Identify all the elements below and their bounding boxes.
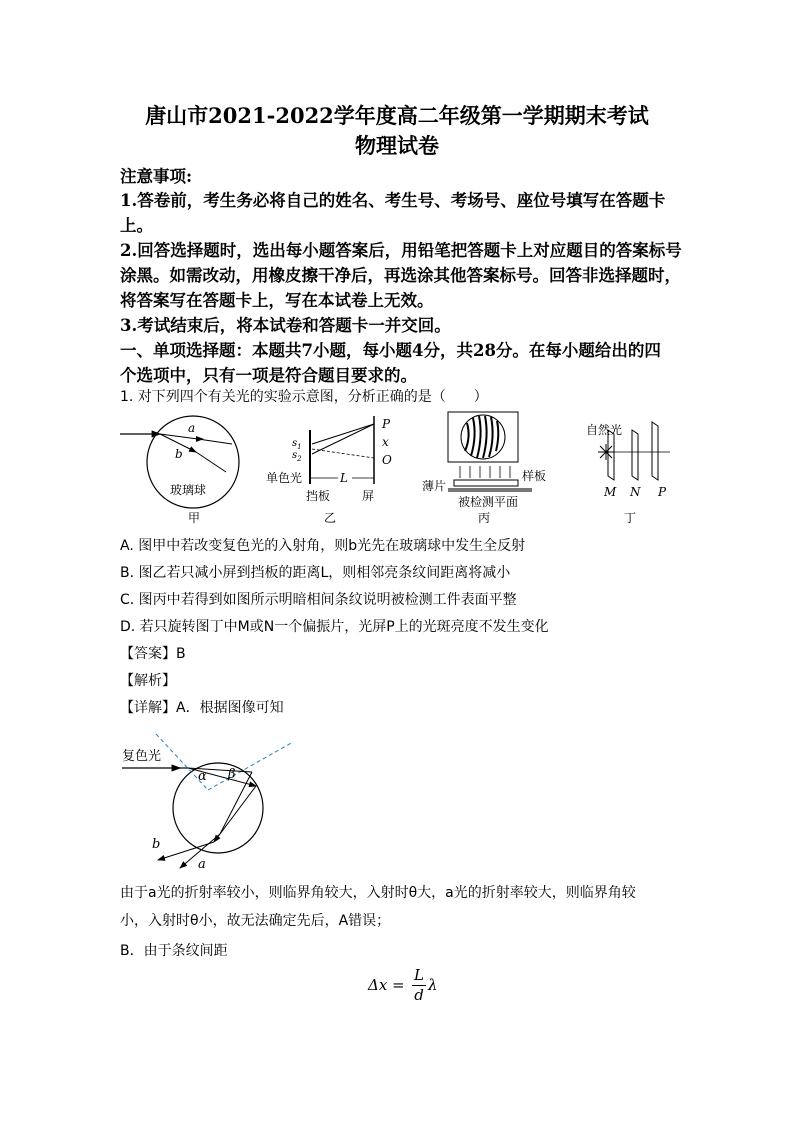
exam-title: 唐山市2021-2022学年度高二年级第一学期期末考试 (145, 103, 649, 128)
explain-line-1: 由于a光的折射率较小，则临界角较大，入射时θ大，a光的折射率较大，则临界角较 (120, 885, 636, 901)
figure-bing (418, 408, 568, 526)
exam-subtitle: 物理试卷 (355, 133, 439, 158)
formula-numerator: L (414, 966, 424, 984)
fig-ding-N: N (630, 485, 641, 499)
explain-line-2: 小，入射时θ小，故无法确定先后，A错误； (120, 913, 391, 929)
notice-item-1-cont: 上。 (120, 216, 153, 235)
analysis-heading: 【解析】 (120, 673, 176, 689)
notice-item-2-cont: 涂黑。如需改动，用橡皮擦干净后，再选涂其他答案标号。回答非选择题时， (120, 266, 681, 285)
formula-lhs: Δx = (368, 976, 405, 994)
fig2-light-label: 复色光 (122, 749, 162, 764)
fig-yi-source: 单色光 (266, 471, 303, 485)
figure-yi (262, 412, 402, 526)
fig-jia-caption: 甲 (188, 511, 201, 525)
fig-ding-M: M (604, 485, 617, 499)
section-heading: 一、单项选择题：本题共7小题，每小题4分，共28分。在每小题给出的四 (120, 341, 661, 360)
option-b-explain: B．由于条纹间距 (120, 943, 228, 959)
fig-jia-b-label: b (175, 447, 183, 461)
fig-yi-s1: $s_1$ (292, 438, 302, 451)
figure-ding (580, 412, 690, 526)
fig-ding-light: 自然光 (586, 423, 623, 437)
fig-jia-glass-label: 玻璃球 (170, 483, 207, 497)
fig-ding-caption: 丁 (624, 511, 637, 525)
fig2-a: a (198, 857, 206, 872)
fig-jia-a-label: a (188, 421, 196, 435)
fig-yi-screen: 屏 (362, 489, 375, 503)
fig2-beta: β (228, 767, 236, 782)
section-heading-cont: 个选项中，只有一项是符合题目要求的。 (120, 366, 417, 385)
option-b: B. 图乙若只减小屏到挡板的距离L，则相邻亮条纹间距离将减小 (120, 565, 511, 581)
notice-item-2: 2.回答选择题时，选出每小题答案后，用铅笔把答题卡上对应题目的答案标号 (120, 241, 682, 260)
option-c: C. 图丙中若得到如图所示明暗相间条纹说明被检测工件表面平整 (120, 592, 517, 608)
figure-jia (118, 412, 248, 526)
fig-bing-caption: 丙 (478, 511, 491, 525)
fig-ding-P: P (658, 485, 667, 499)
notice-item-2-cont2: 将答案写在答题卡上，写在本试卷上无效。 (120, 291, 434, 310)
fig-bing-surface: 被检测平面 (458, 495, 519, 509)
figure-refraction (118, 730, 308, 875)
formula-lambda: λ (428, 976, 438, 994)
fig-bing-film: 薄片 (422, 479, 447, 493)
fig-yi-O: O (382, 453, 392, 467)
detail-heading: 【详解】A．根据图像可知 (120, 700, 284, 716)
fig2-alpha: α (198, 769, 207, 784)
notice-item-3: 3.考试结束后，将本试卷和答题卡一并交回。 (120, 316, 451, 335)
option-a: A. 图甲中若改变复色光的入射角，则b光先在玻璃球中发生全反射 (120, 538, 526, 554)
notice-heading: 注意事项: (120, 167, 193, 186)
notice-item-1: 1.答卷前，考生务必将自己的姓名、考生号、考场号、座位号填写在答题卡 (120, 191, 666, 210)
answer: 【答案】B (120, 646, 186, 662)
fig-yi-baffle: 挡板 (306, 489, 331, 503)
fig-yi-L: L (340, 471, 348, 485)
option-d: D. 若只旋转图丁中M或N一个偏振片，光屏P上的光斑亮度不发生变化 (120, 619, 549, 635)
formula-denominator: d (414, 986, 424, 1004)
question-stem: 1. 对下列四个有关光的实验示意图，分析正确的是（ ） (120, 389, 488, 405)
fig-bing-plate: 样板 (522, 469, 547, 483)
light-source-icon (598, 444, 614, 460)
fig-yi-x: x (382, 435, 389, 449)
fig-yi-caption: 乙 (324, 511, 337, 525)
fig-yi-P: P (382, 417, 391, 431)
fig-yi-s2: $s_2$ (292, 450, 302, 463)
fig2-b: b (152, 837, 161, 852)
